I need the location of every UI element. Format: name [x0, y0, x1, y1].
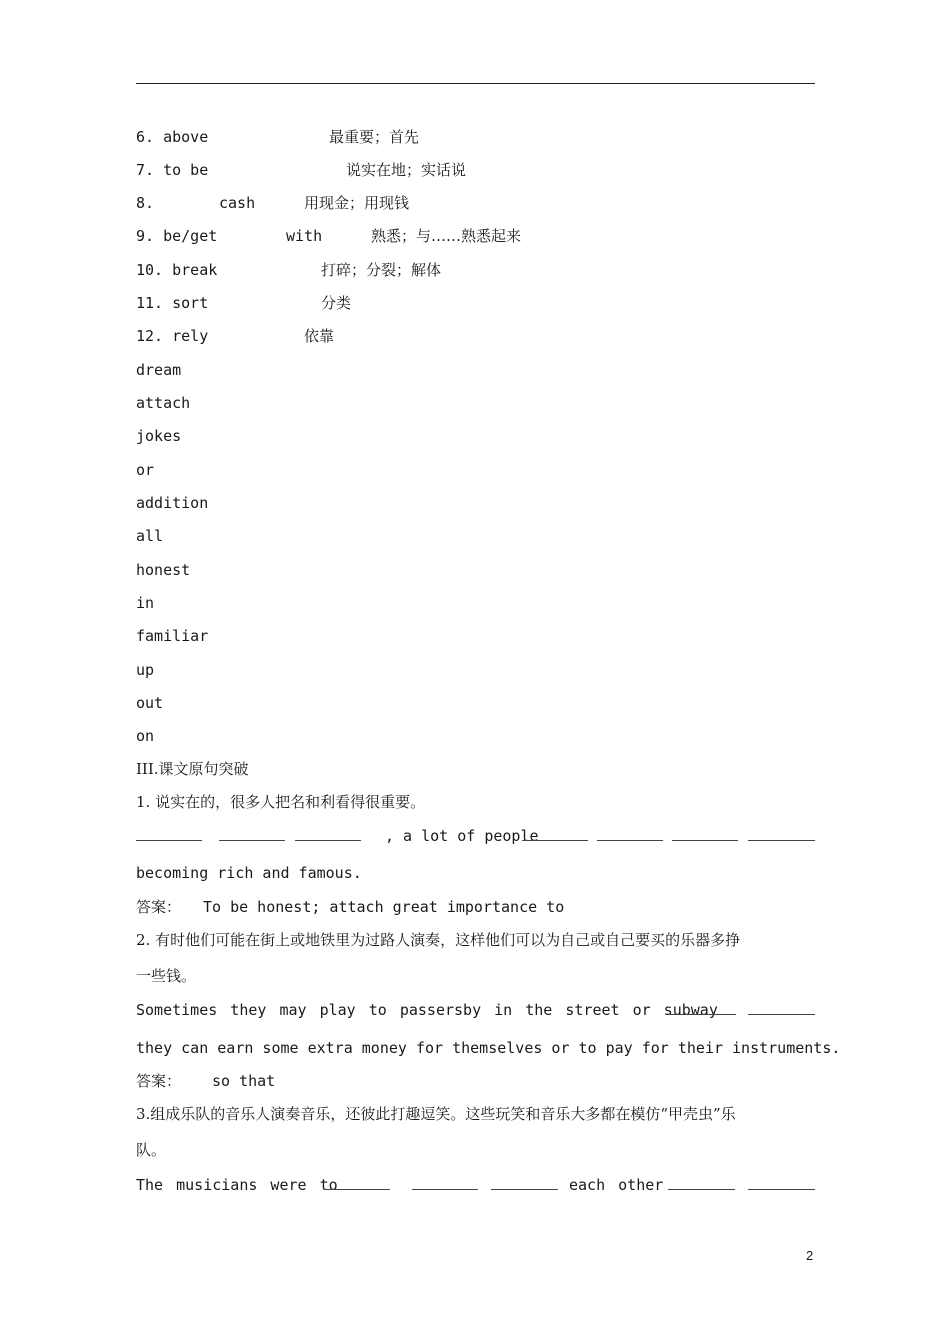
answer-word: on	[136, 727, 155, 745]
blank-field[interactable]	[219, 826, 285, 841]
q2-answer: so that	[212, 1072, 276, 1090]
q1-chinese: 1. 说实在的，很多人把名和利看得很重要。	[136, 793, 426, 811]
blank-field[interactable]	[295, 826, 361, 841]
q3-chinese: 3.组成乐队的音乐人演奏音乐，还彼此打趣逗笑。这些玩笑和音乐大多都在模仿“甲壳虫”乐	[136, 1105, 736, 1123]
q1-english-end: becoming rich and famous.	[136, 864, 362, 882]
answer-word: or	[136, 461, 155, 479]
blank-field[interactable]	[491, 1175, 558, 1190]
blank-field[interactable]	[136, 826, 202, 841]
answer-label: 答案：	[136, 1072, 182, 1090]
q3-english-mid: each other	[569, 1176, 664, 1194]
blank-field[interactable]	[412, 1175, 478, 1190]
phrase-9-mid: with	[286, 227, 323, 245]
q1-answer: To be honest; attach great importance to	[203, 898, 565, 916]
blank-field[interactable]	[597, 826, 663, 841]
blank-field[interactable]	[748, 1175, 815, 1190]
answer-word: familiar	[136, 627, 209, 645]
answer-word: attach	[136, 394, 191, 412]
phrase-10-meaning: 打碎；分裂；解体	[321, 261, 442, 279]
phrase-9-meaning: 熟悉；与……熟悉起来	[371, 227, 522, 245]
q2-chinese-cont: 一些钱。	[136, 967, 197, 985]
answer-word: all	[136, 527, 164, 545]
blank-field[interactable]	[748, 1000, 815, 1015]
phrase-8-left: 8.	[136, 194, 155, 212]
blank-field[interactable]	[324, 1175, 390, 1190]
phrase-10-left: 10. break	[136, 261, 218, 279]
blank-field[interactable]	[668, 1175, 735, 1190]
phrase-11-left: 11. sort	[136, 294, 209, 312]
answer-word: up	[136, 661, 155, 679]
answer-word: dream	[136, 361, 182, 379]
answer-word: honest	[136, 561, 191, 579]
phrase-9-left: 9. be/get	[136, 227, 218, 245]
phrase-6-meaning: 最重要；首先	[329, 128, 420, 146]
phrase-7-meaning: 说实在地；实话说	[346, 161, 467, 179]
q3-chinese-cont: 队。	[136, 1141, 167, 1159]
q2-chinese: 2. 有时他们可能在街上或地铁里为过路人演奏，这样他们可以为自己或自己要买的乐器多挣	[136, 931, 741, 949]
phrase-7-left: 7. to be	[136, 161, 209, 179]
answer-word: out	[136, 694, 164, 712]
phrase-8-meaning: 用现金；用现钱	[304, 194, 410, 212]
phrase-12-meaning: 依靠	[304, 327, 335, 345]
q2-english-start: Sometimes they may play to passersby in the street or subway	[136, 1001, 718, 1019]
q2-english-end: they can earn some extra money for themselves or to pay for their instruments.	[136, 1039, 841, 1057]
q3-english-start: The musicians were to	[136, 1176, 338, 1194]
answer-label: 答案：	[136, 898, 182, 916]
section-heading: III.课文原句突破	[136, 760, 249, 778]
answer-word: in	[136, 594, 155, 612]
answer-word: addition	[136, 494, 209, 512]
blank-field[interactable]	[672, 826, 738, 841]
header-rule	[136, 83, 815, 84]
phrase-8-mid: cash	[219, 194, 256, 212]
phrase-12-left: 12. rely	[136, 327, 209, 345]
page-number: 2	[806, 1248, 814, 1263]
blank-field[interactable]	[748, 826, 815, 841]
blank-field[interactable]	[670, 1000, 736, 1015]
answer-word: jokes	[136, 427, 182, 445]
phrase-11-meaning: 分类	[321, 294, 352, 312]
blank-field[interactable]	[522, 826, 588, 841]
phrase-6-left: 6. above	[136, 128, 209, 146]
q1-english-mid: , a lot of people	[385, 827, 539, 845]
